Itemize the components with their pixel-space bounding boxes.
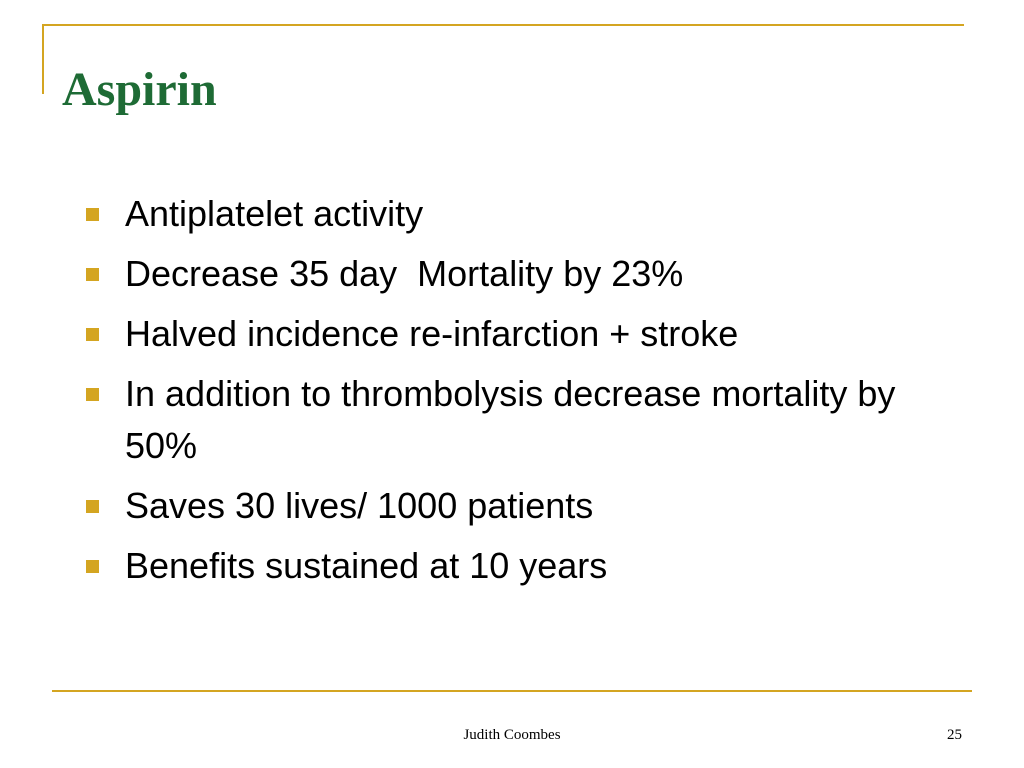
footer-author: Judith Coombes [463,727,561,743]
bullet-item [86,248,946,300]
square-bullet-icon [86,208,99,221]
square-bullet-icon [86,560,99,573]
bullet-item [86,308,946,360]
bullet-item [86,368,946,472]
slide-title: Aspirin [62,63,217,116]
square-bullet-icon [86,268,99,281]
bullet-list [86,188,946,600]
square-bullet-icon [86,388,99,401]
footer-rule [52,690,972,692]
bullet-text: Benefits sustained at 10 years [125,545,608,586]
square-bullet-icon [86,500,99,513]
square-bullet-icon [86,328,99,341]
bullet-text: In addition to thrombolysis decrease mortality by 50% [125,373,906,466]
bullet-text: Antiplatelet activity [125,193,424,234]
bullet-item [86,188,946,240]
bullet-item [86,540,946,592]
frame-left-rule [42,24,44,94]
bullet-text: Halved incidence re-infarction + stroke [125,313,739,354]
bullet-text: Decrease 35 day Mortality by 23% [125,253,684,294]
frame-top-rule [42,24,964,26]
bullet-item [86,480,946,532]
page-number: 25 [947,727,962,743]
bullet-text: Saves 30 lives/ 1000 patients [125,485,594,526]
